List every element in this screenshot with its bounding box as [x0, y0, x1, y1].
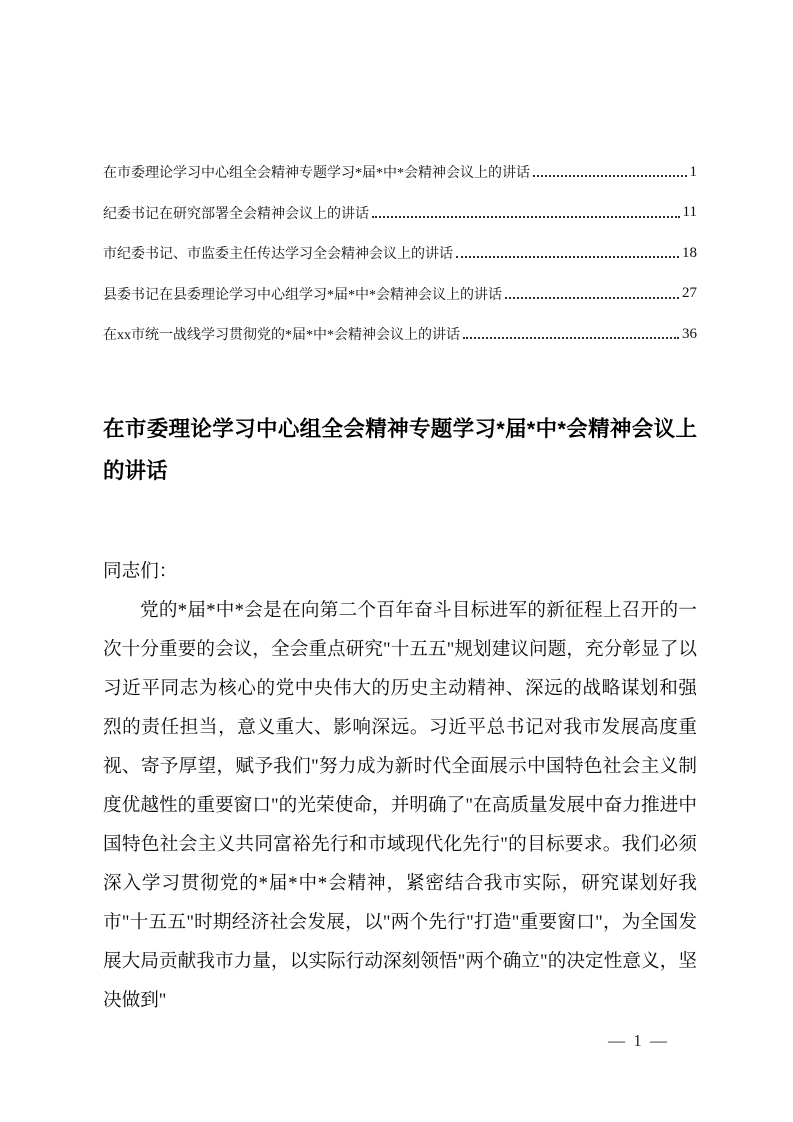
toc-entry-title: 县委书记在县委理论学习中心组学习*届*中*会精神会议上的讲话: [103, 287, 502, 303]
toc-dot-leader: [372, 216, 680, 218]
toc-dot-leader: [456, 256, 679, 258]
toc-entry: [103, 152, 697, 193]
toc-entry-page-number: 36: [682, 325, 697, 342]
toc-entry: [103, 233, 697, 274]
page-number-footer: — 1 —: [608, 1031, 669, 1050]
toc-entry: [103, 274, 697, 315]
toc-dot-leader: [463, 337, 679, 339]
toc-entry-page-number: 11: [682, 204, 697, 221]
toc-dot-leader: [505, 297, 679, 299]
toc-entry: [103, 314, 697, 355]
toc-entry: [103, 193, 697, 234]
table-of-contents: [103, 152, 697, 355]
toc-entry-page-number: 18: [682, 244, 697, 261]
toc-dot-leader: [533, 175, 687, 177]
article-title: 在市委理论学习中心组全会精神专题学习*届*中*会精神会议上的讲话: [103, 417, 697, 483]
article-body: [103, 552, 697, 1020]
toc-entry-page-number: 27: [682, 285, 697, 302]
toc-entry-title: 在市委理论学习中心组全会精神专题学习*届*中*会精神会议上的讲话: [103, 166, 530, 182]
toc-entry-page-number: 1: [689, 163, 697, 180]
salutation: 同志们：: [103, 561, 178, 582]
body-paragraph: 党的*届*中*会是在向第二个百年奋斗目标进军的新征程上召开的一次十分重要的会议，全会重点研究"十五五"规划建议问题，充分彰显了以习近平同志为核心的党中央伟大的历史主动精神、深远的战略谋划和强烈的责任担当，意义重大、影响深远。习近平总书记对我市发展高度重视、寄予厚望，赋予我们"努力成为新时代全面展示中国特色社会主义制度优越性的重要窗口"的光荣使命，并明确了"在高质量发展中奋力推进中国特色社会主义共同富裕先行和市域现代化先行"的目标要求。我们必须深入学习贯彻党的*届*中*会精神，紧密结合我市实际，研究谋划好我市"十五五"时期经济社会发展，以"两个先行"打造"重要窗口"，为全国发展大局贡献我市力量，以实际行动深刻领悟"两个确立"的决定性意义，坚决做到": [103, 600, 697, 1011]
toc-entry-title: 纪委书记在研究部署全会精神会议上的讲话: [103, 206, 369, 222]
toc-entry-title: 在xx市统一战线学习贯彻党的*届*中*会精神会议上的讲话: [103, 328, 460, 344]
toc-entry-title: 市纪委书记、市监委主任传达学习全会精神会议上的讲话: [103, 247, 453, 263]
